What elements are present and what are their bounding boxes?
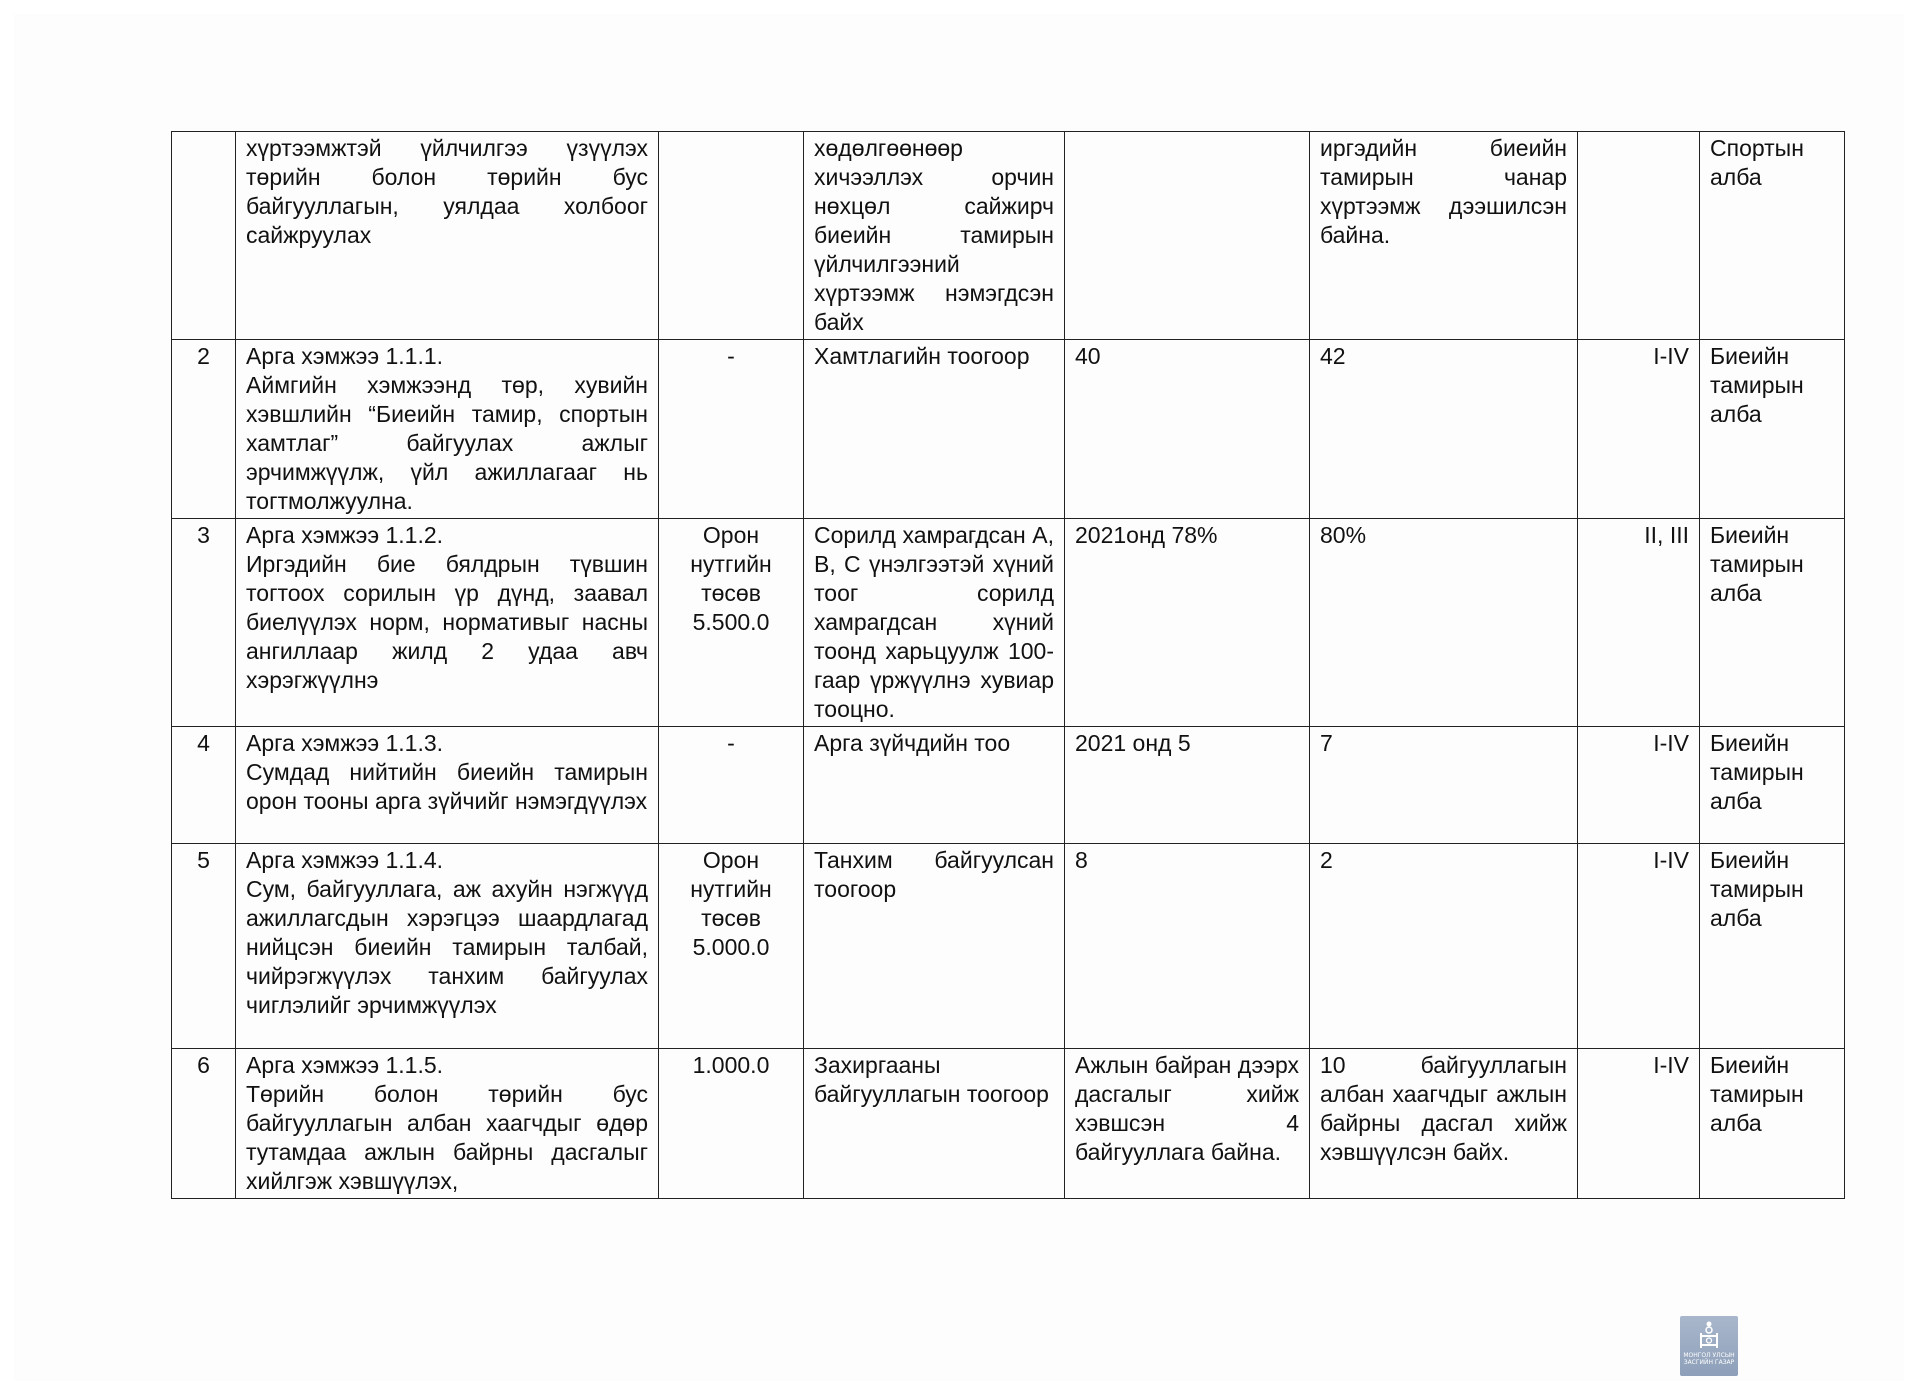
table-row	[172, 340, 1845, 519]
activity-cell: Арга хэмжээ 1.1.3. Сумдад нийтийн биеийн тамирын орон тооны арга зүйчийг нэмэгдүүлэх	[236, 727, 659, 844]
baseline-cell	[1065, 132, 1310, 340]
budget-cell: Орон нутгийн төсөв 5.000.0	[659, 844, 804, 1049]
indicator-cell: Танхим байгуулсан тоогоор	[804, 844, 1065, 1049]
budget-cell: -	[659, 727, 804, 844]
activity-cell: Арга хэмжээ 1.1.1. Аймгийн хэмжээнд төр, хувийн хэвшлийн “Биеийн тамир, спортын хамтлаг” байгуулах ажлыг эрчимжүүлж, үйл ажиллагааг нь тогтмолжуулна.	[236, 340, 659, 519]
responsible-cell: Биеийн тамирын алба	[1700, 844, 1845, 1049]
responsible-cell: Биеийн тамирын алба	[1700, 340, 1845, 519]
target-cell: 42	[1310, 340, 1578, 519]
period-cell: I-IV	[1578, 1049, 1700, 1199]
target-cell: 10 байгууллагын албан хаагчдыг ажлын байрны дасгал хийж хэвшүүлсэн байх.	[1310, 1049, 1578, 1199]
target-cell: 80%	[1310, 519, 1578, 727]
baseline-cell: 2021онд 78%	[1065, 519, 1310, 727]
row-number: 4	[172, 727, 236, 844]
table-row	[172, 519, 1845, 727]
budget-cell: -	[659, 340, 804, 519]
baseline-cell: 40	[1065, 340, 1310, 519]
baseline-cell: 8	[1065, 844, 1310, 1049]
target-cell: иргэдийн биеийн тамирын чанар хүртээмж дээшилсэн байна.	[1310, 132, 1578, 340]
activity-cell: Арга хэмжээ 1.1.5. Төрийн болон төрийн бус байгууллагын албан хаагчдыг өдөр тутамдаа ажлын байрны дасгалыг хийлгэж хэвшүүлэх,	[236, 1049, 659, 1199]
responsible-cell: Биеийн тамирын алба	[1700, 727, 1845, 844]
action-plan-table	[171, 131, 1845, 1199]
row-number: 5	[172, 844, 236, 1049]
period-cell: I-IV	[1578, 340, 1700, 519]
government-seal	[1680, 1316, 1738, 1376]
row-number: 6	[172, 1049, 236, 1199]
budget-cell	[659, 132, 804, 340]
indicator-cell: Захиргааны байгууллагын тоогоор	[804, 1049, 1065, 1199]
responsible-cell: Спортын алба	[1700, 132, 1845, 340]
budget-cell: Орон нутгийн төсөв 5.500.0	[659, 519, 804, 727]
row-number	[172, 132, 236, 340]
target-cell: 2	[1310, 844, 1578, 1049]
indicator-cell: хөдөлгөөнөөр хичээллэх орчин нөхцөл сайжирч биеийн тамирын үйлчилгээний хүртээмж нэмэгдсэн байх	[804, 132, 1065, 340]
indicator-cell: Сорилд хамрагдсан A, B, C үнэлгээтэй хүний тоог сорилд хамрагдсан хүний тоонд харьцуулж 100-гаар үржүүлнэ хувиар тооцно.	[804, 519, 1065, 727]
responsible-cell: Биеийн тамирын алба	[1700, 519, 1845, 727]
soyombo-emblem-icon	[1698, 1320, 1720, 1350]
row-number: 3	[172, 519, 236, 727]
table-row	[172, 1049, 1845, 1199]
indicator-cell: Хамтлагийн тоогоор	[804, 340, 1065, 519]
activity-cell: Арга хэмжээ 1.1.2. Иргэдийн бие бялдрын түвшин тогтоох сорилын үр дүнд, заавал биелүүлэх норм, нормативыг насны ангиллаар жилд 2 удаа авч хэрэгжүүлнэ	[236, 519, 659, 727]
target-cell: 7	[1310, 727, 1578, 844]
table-row	[172, 844, 1845, 1049]
table-row	[172, 727, 1845, 844]
table-row	[172, 132, 1845, 340]
baseline-cell: 2021 онд 5	[1065, 727, 1310, 844]
period-cell: II, III	[1578, 519, 1700, 727]
period-cell: I-IV	[1578, 727, 1700, 844]
seal-text: МОНГОЛ УЛСЫН ЗАСГИЙН ГАЗАР	[1683, 1352, 1735, 1366]
activity-cell: Арга хэмжээ 1.1.4. Сум, байгууллага, аж ахуйн нэгжүүд ажиллагсдын хэрэгцээ шаардлагад нийцсэн биеийн тамирын талбай, чийрэгжүүлэх танхим байгуулах чиглэлийг эрчимжүүлэх	[236, 844, 659, 1049]
row-number: 2	[172, 340, 236, 519]
activity-cell: хүртээмжтэй үйлчилгээ үзүүлэх төрийн болон төрийн бус байгууллагын, уялдаа холбоог сайжруулах	[236, 132, 659, 340]
baseline-cell: Ажлын байран дээрх дасгалыг хийж хэвшсэн 4 байгууллага байна.	[1065, 1049, 1310, 1199]
period-cell: I-IV	[1578, 844, 1700, 1049]
responsible-cell: Биеийн тамирын алба	[1700, 1049, 1845, 1199]
indicator-cell: Арга зүйчдийн тоо	[804, 727, 1065, 844]
period-cell	[1578, 132, 1700, 340]
budget-cell: 1.000.0	[659, 1049, 804, 1199]
